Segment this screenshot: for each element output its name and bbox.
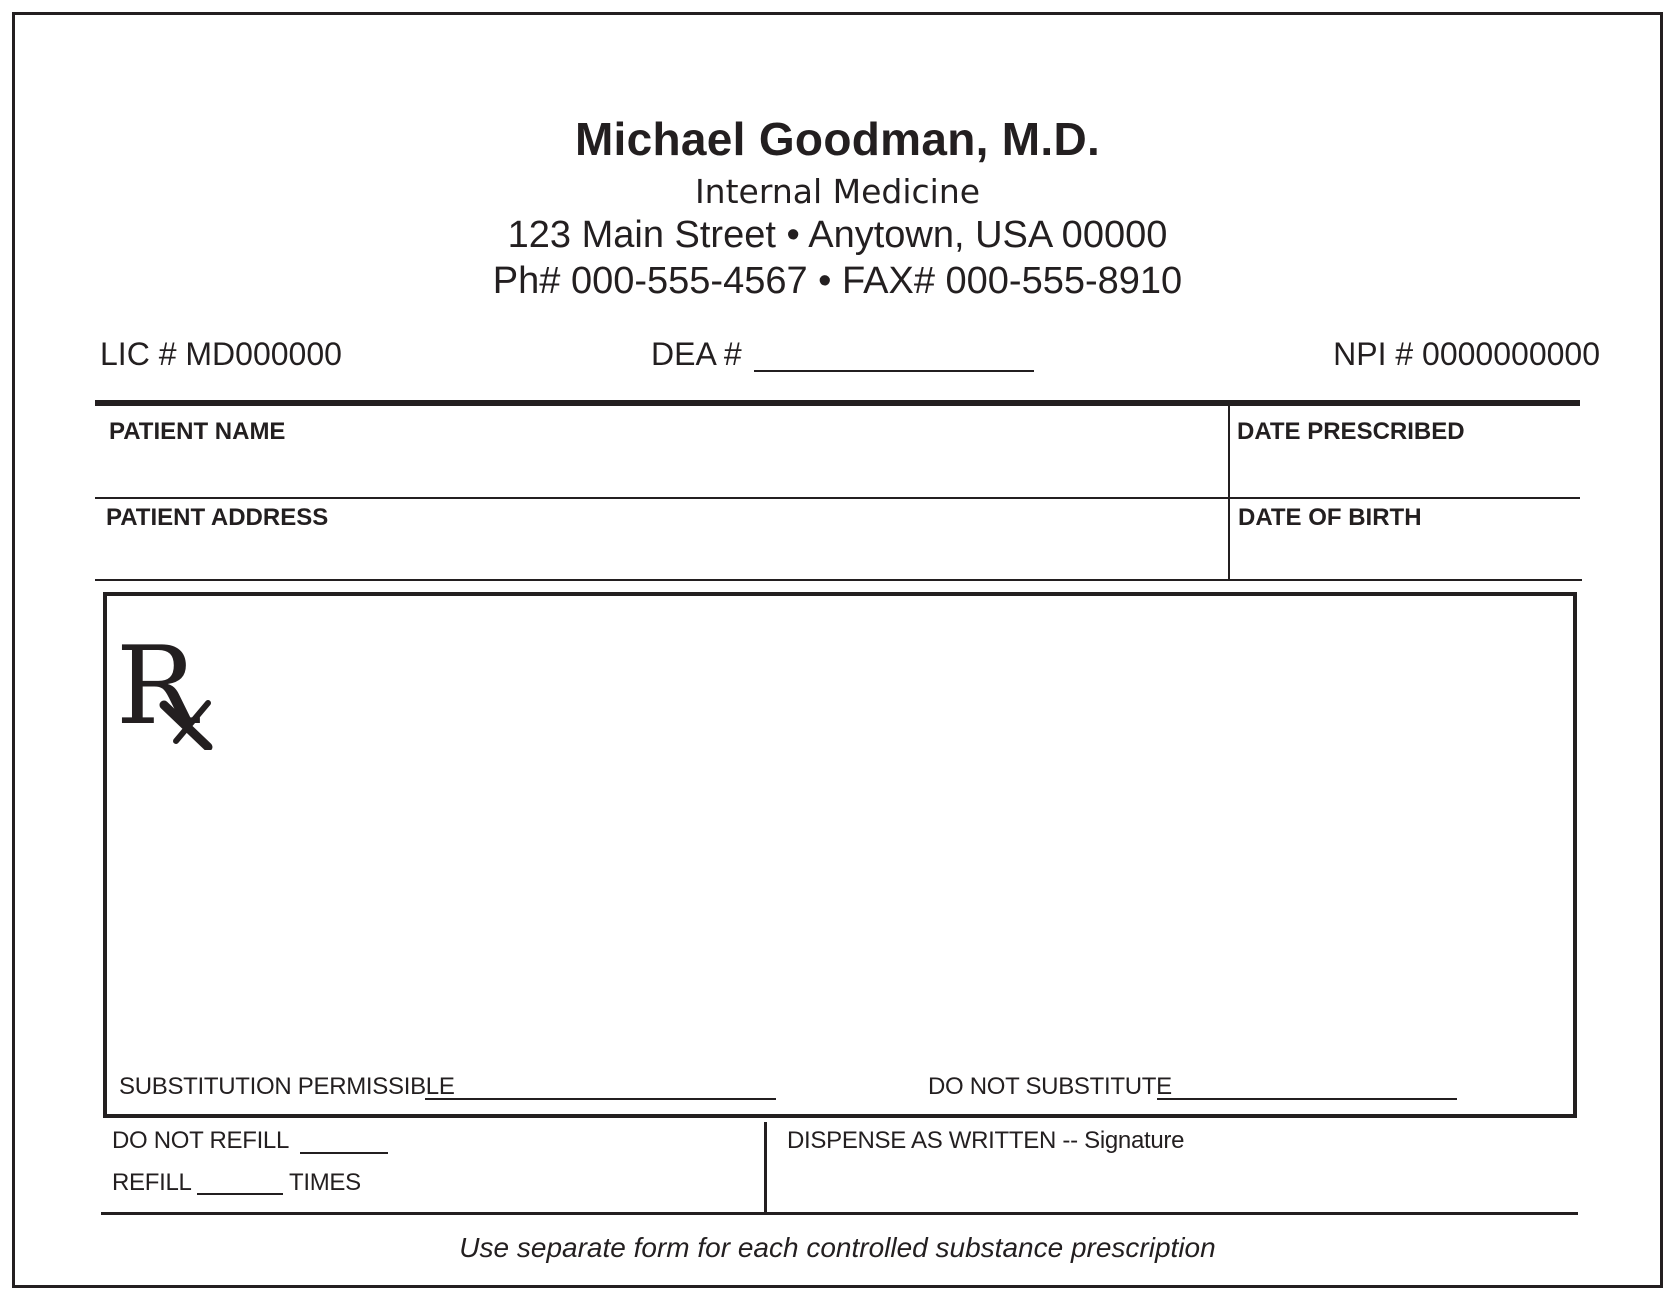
practice-address: 123 Main Street • Anytown, USA 00000 — [507, 214, 1168, 256]
rx-symbol-icon — [116, 635, 226, 750]
substitution-permissible-label: SUBSTITUTION PERMISSIBLE — [119, 1073, 455, 1100]
patient-row-divider — [95, 497, 1580, 499]
do-not-substitute-signature-line[interactable] — [1157, 1098, 1457, 1100]
patient-name-label: PATIENT NAME — [109, 418, 286, 445]
dea-label: DEA # — [651, 336, 742, 372]
header-divider — [95, 400, 1580, 406]
svg-text:R: R — [116, 635, 198, 749]
refill-label: REFILL — [112, 1169, 192, 1196]
npi-number: NPI # 0000000000 — [1333, 336, 1600, 372]
patient-column-divider — [1228, 405, 1230, 580]
dea-number-field[interactable] — [754, 370, 1034, 372]
times-label: TIMES — [289, 1169, 361, 1196]
doctor-name: Michael Goodman, M.D. — [574, 113, 1101, 165]
do-not-refill-field[interactable] — [300, 1152, 388, 1154]
refill-count-field[interactable] — [197, 1193, 283, 1195]
do-not-substitute-label: DO NOT SUBSTITUTE — [928, 1073, 1172, 1100]
date-prescribed-label: DATE PRESCRIBED — [1237, 418, 1465, 445]
footer-divider — [101, 1212, 1578, 1215]
prescription-area[interactable] — [103, 592, 1577, 1118]
controlled-substance-note: Use separate form for each controlled substance prescription — [459, 1232, 1216, 1263]
practice-phone-fax: Ph# 000-555-4567 • FAX# 000-555-8910 — [492, 260, 1183, 302]
specialty: Internal Medicine — [694, 172, 981, 211]
substitution-permissible-signature-line[interactable] — [425, 1098, 776, 1100]
patient-section-bottom-rule — [95, 579, 1582, 581]
patient-address-label: PATIENT ADDRESS — [106, 504, 329, 531]
do-not-refill-label: DO NOT REFILL — [112, 1127, 290, 1154]
dispense-as-written-label: DISPENSE AS WRITTEN -- Signature — [787, 1127, 1185, 1154]
license-number: LIC # MD000000 — [100, 336, 342, 372]
refill-signature-divider — [764, 1122, 767, 1212]
date-of-birth-label: DATE OF BIRTH — [1238, 504, 1422, 531]
